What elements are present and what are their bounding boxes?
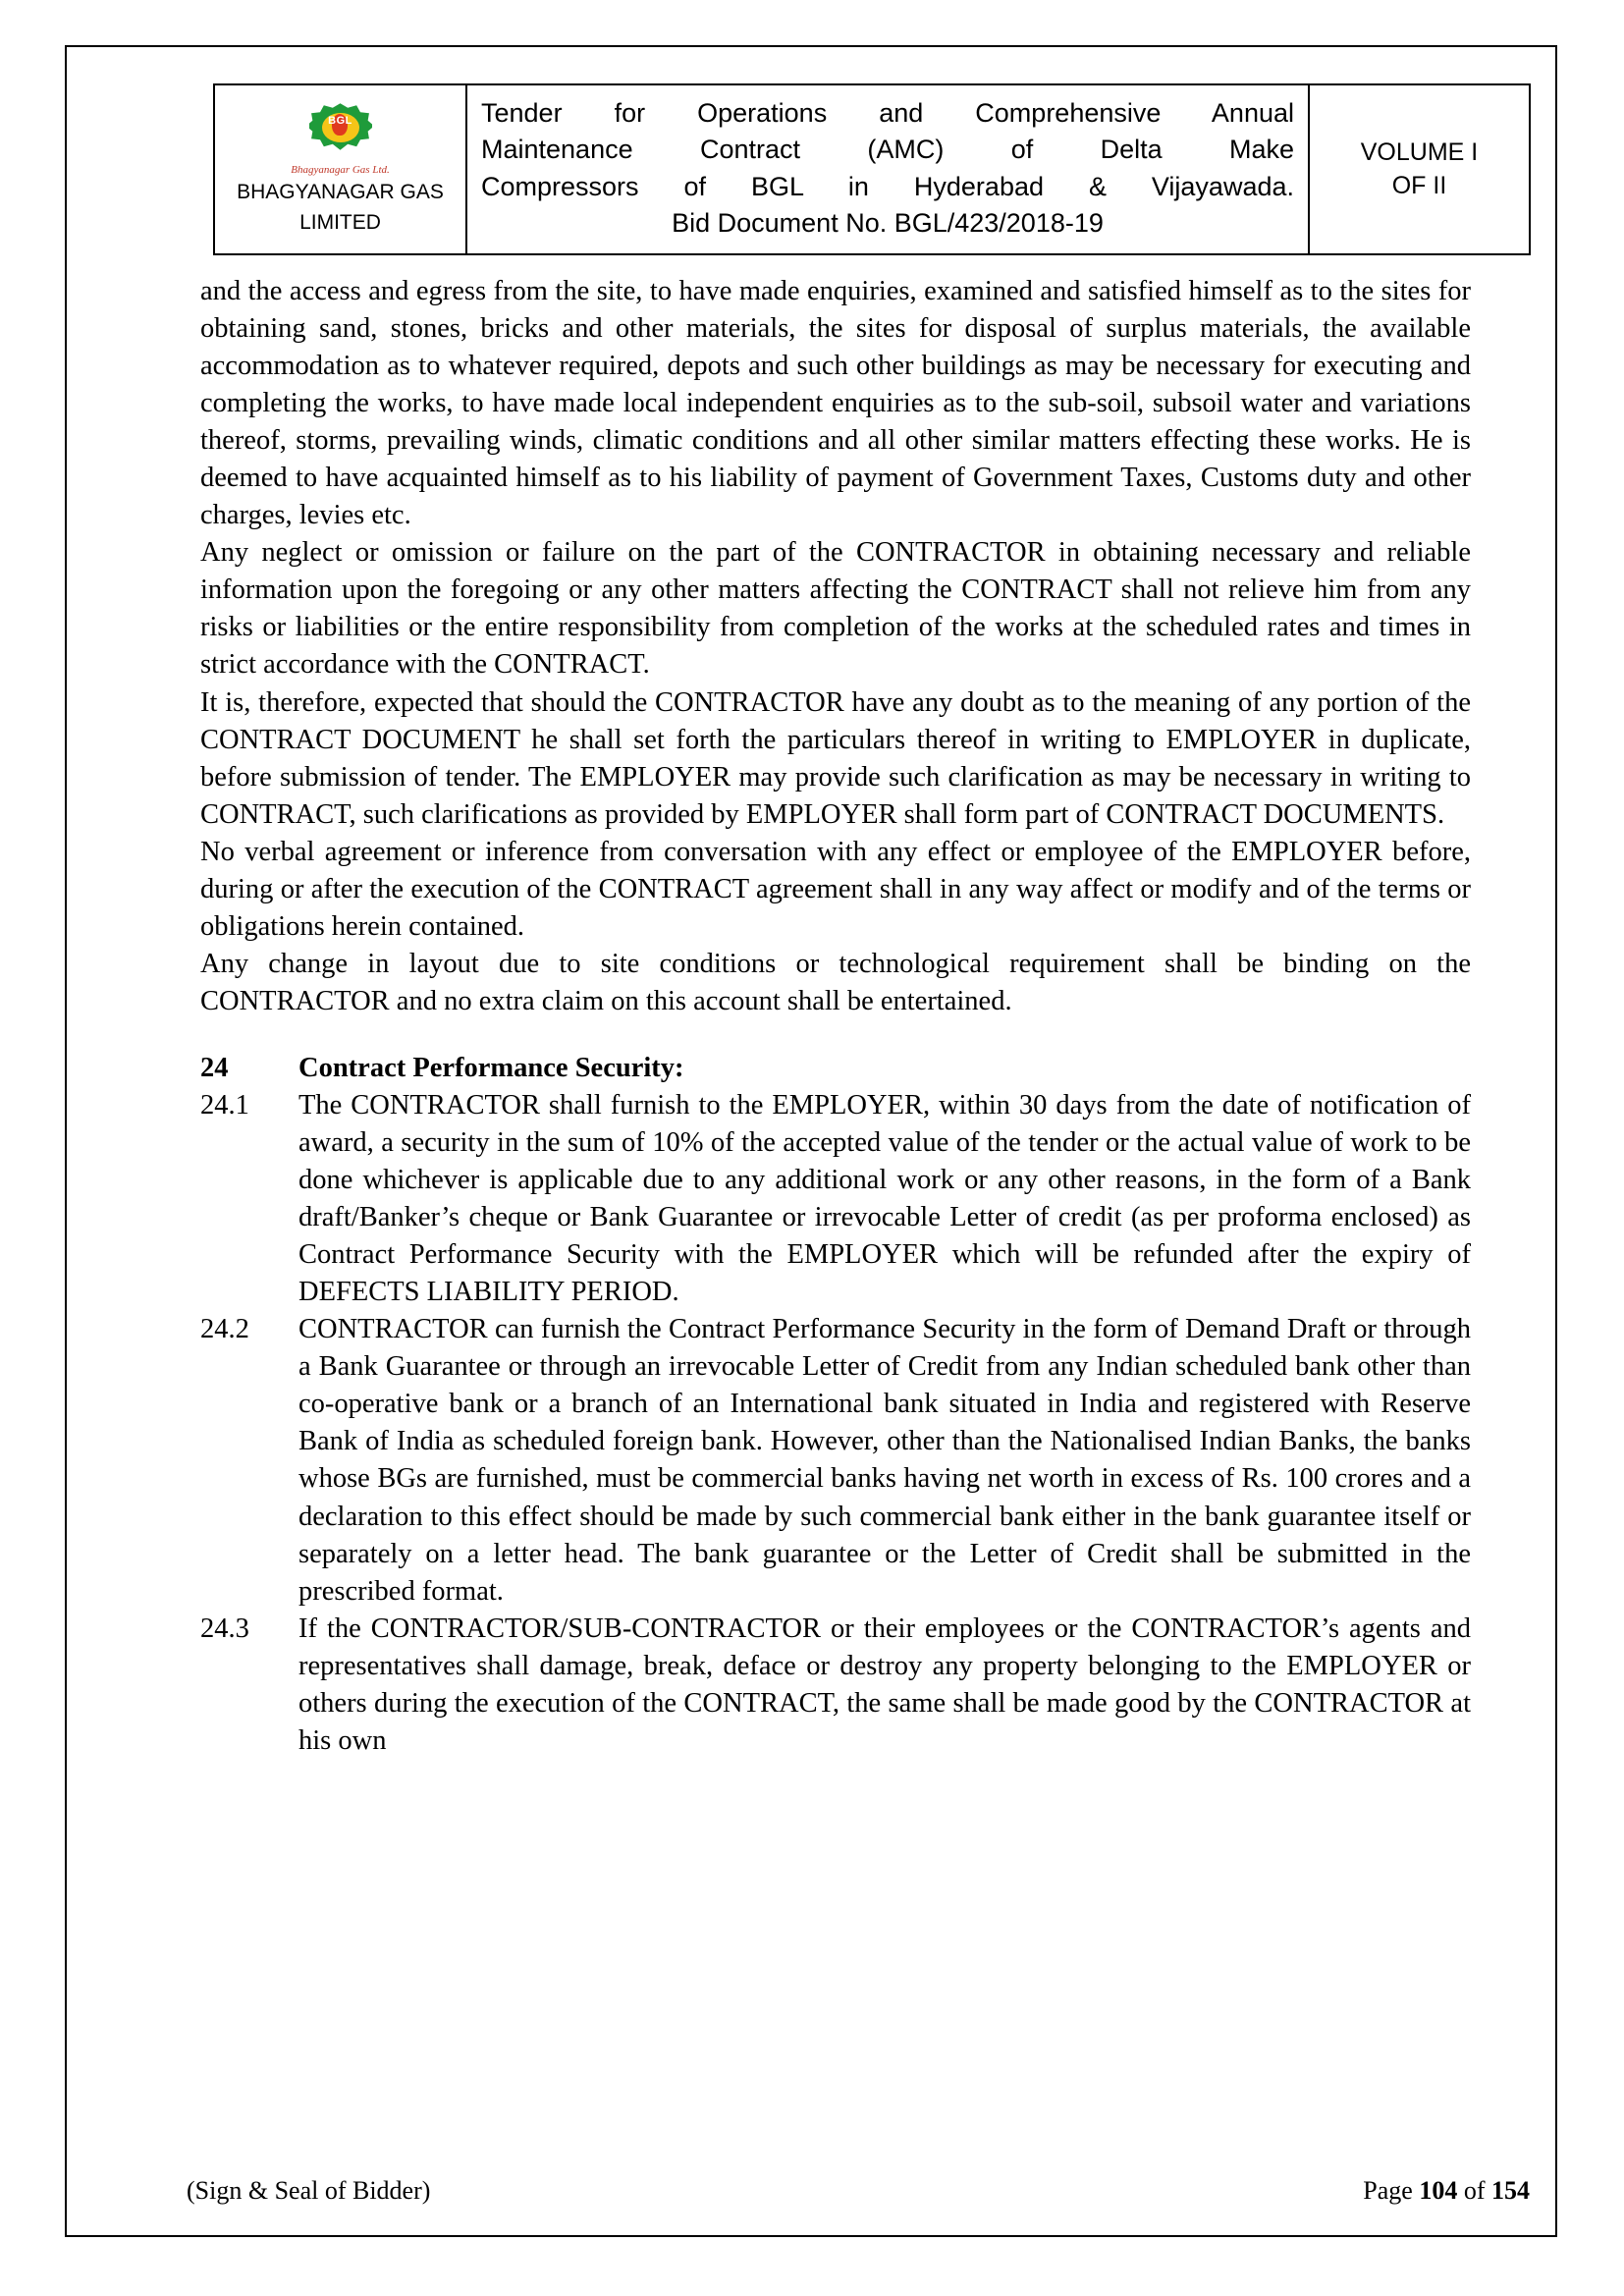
footer-page-prefix: Page bbox=[1363, 2176, 1420, 2205]
clause-24-2 bbox=[200, 1311, 1471, 1610]
paragraph-2: Any neglect or omission or failure on the part of the CONTRACTOR in obtaining necessary and reliable information upon the foregoing or any other matters affecting the CONTRACT shall not relieve him from any risks or liabilities or the entire responsibility from completion of the works at the scheduled rates and times in strict accordance with the CONTRACT. bbox=[200, 537, 1471, 681]
section-number: 24 bbox=[200, 1052, 229, 1083]
header-title-cell bbox=[466, 84, 1309, 254]
company-logo-icon bbox=[298, 101, 383, 162]
paragraph-4: No verbal agreement or inference from conversation with any effect or employee of the EMPLOYER before, during or after the execution of the CONTRACT agreement shall in any way affect or modify and of the terms or obligations herein contained. bbox=[200, 836, 1471, 942]
logo-mark-text: BGL bbox=[328, 115, 352, 128]
clause-number: 24.2 bbox=[200, 1314, 249, 1345]
header-title-line-2: Maintenance Contract (AMC) of Delta Make bbox=[481, 135, 1294, 165]
page-footer bbox=[187, 2176, 1530, 2206]
header-volume-cell bbox=[1309, 84, 1530, 254]
footer-page-info bbox=[1363, 2176, 1530, 2206]
header-bid-document-number: Bid Document No. BGL/423/2018-19 bbox=[672, 207, 1104, 238]
page-content bbox=[187, 83, 1483, 1760]
paragraph-1: and the access and egress from the site, to have made enquiries, examined and satisfied himself as to the sites for obtaining sand, stones, bricks and other materials, the sites for disposal of surplus materials, the available accommodation as to whatever required, depots and such other buildings as may be necessary for executing and completing the works, to have made local independent enquiries as to the sub-soil, subsoil water and variations thereof, storms, prevailing winds, climatic conditions and all other similar matters effecting these works. He is deemed to have acquainted himself as to his liability of payment of Government Taxes, Customs duty and other charges, levies etc. bbox=[200, 276, 1471, 531]
document-body bbox=[187, 273, 1483, 1760]
footer-sign-seal: (Sign & Seal of Bidder) bbox=[187, 2176, 431, 2205]
logo-subtext: Bhagyanagar Gas Ltd. bbox=[291, 164, 390, 177]
volume-line-2: OF II bbox=[1391, 171, 1447, 199]
clause-text: CONTRACTOR can furnish the Contract Performance Security in the form of Demand Draft or through a Bank Guarantee or through an irrevocable Letter of Credit from any Indian scheduled bank other than co-operative bank or a branch of an International bank situated in India and registered with Reserve Bank of India as scheduled foreign bank. However, other than the Nationalised Indian Banks, the banks whose BGs are furnished, must be commercial banks having net worth in excess of Rs. 100 crores and a declaration to this effect should be made by such commercial bank either in the bank guarantee itself or separately on a letter head. The bank guarantee or the Letter of Credit shall be submitted in the prescribed format. bbox=[298, 1314, 1471, 1607]
section-heading bbox=[200, 1050, 1471, 1087]
clause-24-3 bbox=[200, 1611, 1471, 1760]
footer-page-number: 104 bbox=[1419, 2176, 1458, 2205]
volume-line-1: VOLUME I bbox=[1360, 137, 1479, 166]
header-title-line-1: Tender for Operations and Comprehensive Annual bbox=[481, 98, 1294, 128]
footer-total-pages: 154 bbox=[1491, 2176, 1530, 2205]
footer-page-of: of bbox=[1457, 2176, 1491, 2205]
clause-text: The CONTRACTOR shall furnish to the EMPLOYER, within 30 days from the date of notification of award, a security in the sum of 10% of the accepted value of the tender or the actual value of work to be done whichever is applicable due to any additional work or any other reasons, in the form of a Bank draft/Banker’s cheque or Bank Guarantee or irrevocable Letter of credit (as per proforma enclosed) as Contract Performance Security with the EMPLOYER which will be refunded after the expiry of DEFECTS LIABILITY PERIOD. bbox=[298, 1089, 1471, 1308]
clause-number: 24.1 bbox=[200, 1089, 249, 1121]
section-title: Contract Performance Security: bbox=[298, 1052, 684, 1083]
clause-number: 24.3 bbox=[200, 1613, 249, 1644]
clause-24-1 bbox=[200, 1087, 1471, 1311]
company-name-line2: LIMITED bbox=[299, 210, 381, 234]
header-title-line-3: Compressors of BGL in Hyderabad & Vijayawada. bbox=[481, 171, 1294, 201]
clause-text: If the CONTRACTOR/SUB-CONTRACTOR or their employees or the CONTRACTOR’s agents and representatives shall damage, break, deface or destroy any property belonging to the EMPLOYER or others during the execution of the CONTRACT, the same shall be made good by the CONTRACTOR at his own bbox=[298, 1613, 1471, 1756]
company-name-line1: BHAGYANAGAR GAS bbox=[237, 181, 444, 204]
paragraph-3: It is, therefore, expected that should the CONTRACTOR have any doubt as to the meaning of any portion of the CONTRACT DOCUMENT he shall set forth the particulars thereof in writing to EMPLOYER in duplicate, before submission of tender. The EMPLOYER may provide such clarification as may be necessary in writing to CONTRACT, such clarifications as provided by EMPLOYER shall form part of CONTRACT DOCUMENTS. bbox=[200, 686, 1471, 830]
header-logo-cell bbox=[214, 84, 466, 254]
document-header-table bbox=[213, 83, 1531, 255]
section-spacer bbox=[200, 1020, 1471, 1050]
paragraph-5: Any change in layout due to site conditions or technological requirement shall be binding on the CONTRACTOR and no extra claim on this account shall be entertained. bbox=[200, 948, 1471, 1016]
